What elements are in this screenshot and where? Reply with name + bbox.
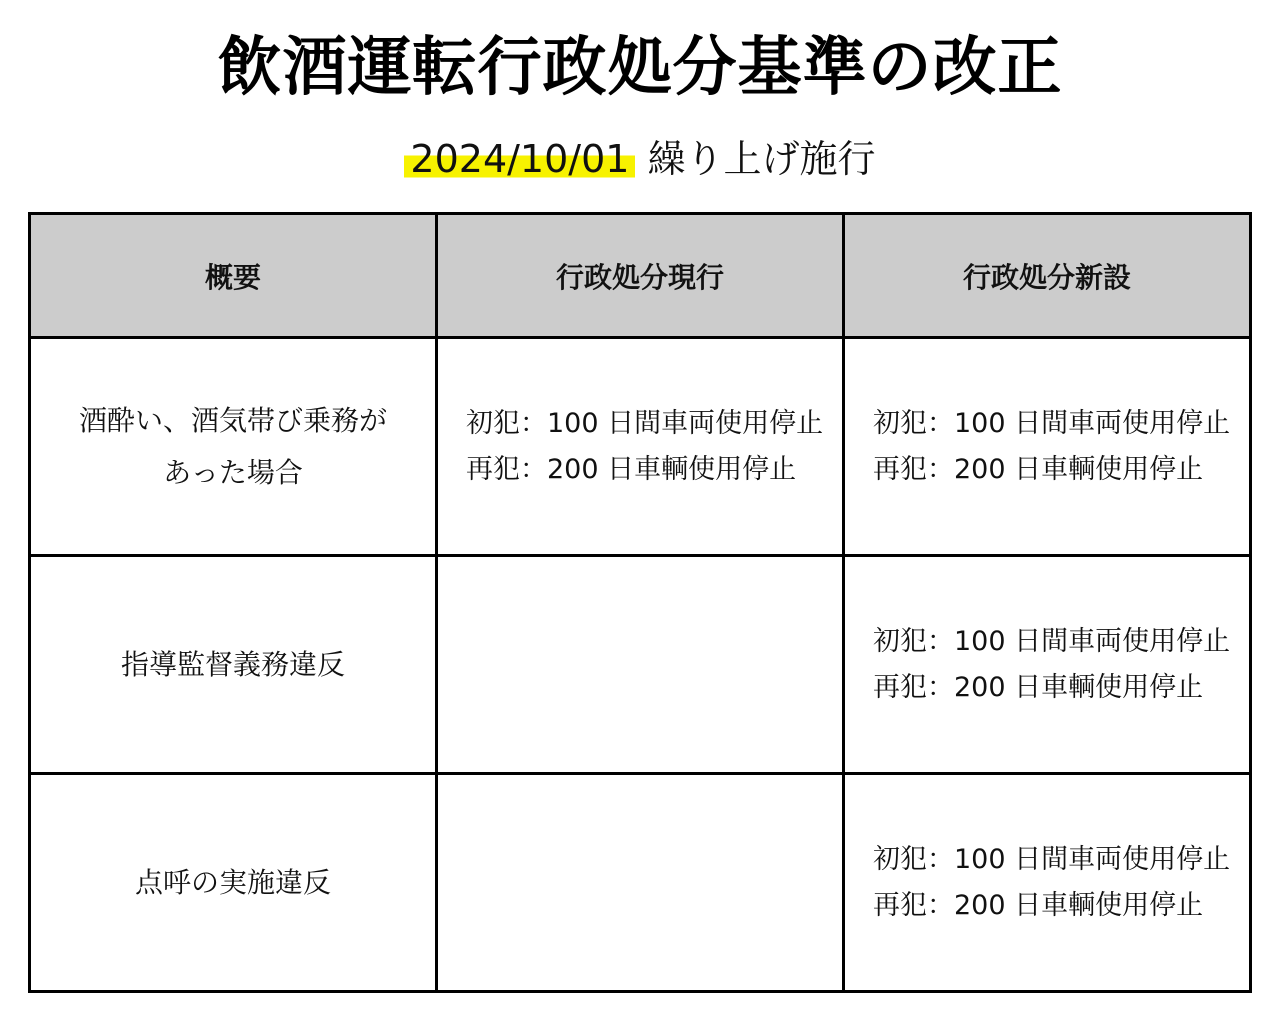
new-rule-cell: [844, 774, 1251, 992]
subtitle: [0, 134, 1280, 184]
table-row: [30, 774, 1251, 992]
new-rule-cell: [844, 556, 1251, 774]
header-current: 行政処分現行: [437, 214, 844, 338]
overview-cell: [30, 774, 437, 992]
repeat-offense: 再犯：200 日車輌使用停止: [873, 889, 1204, 921]
first-offense: 初犯：100 日間車両使用停止: [466, 407, 824, 439]
overview-text: 点呼の実施違反: [134, 865, 331, 899]
repeat-offense: 再犯：200 日車輌使用停止: [466, 453, 797, 485]
overview-cell: [30, 556, 437, 774]
subtitle-text: 繰り上げ施行: [647, 137, 876, 181]
overview-text: 指導監督義務違反: [120, 647, 345, 681]
repeat-offense: 再犯：200 日車輌使用停止: [873, 453, 1204, 485]
page-title: 飲酒運転行政処分基準の改正: [217, 31, 1063, 105]
overview-text: 酒酔い、酒気帯び乗務が あった場合: [78, 403, 387, 489]
current-rule-cell: [437, 338, 844, 556]
overview-cell: [30, 338, 437, 556]
table-row: [30, 556, 1251, 774]
header-overview: 概要: [30, 214, 437, 338]
first-offense: 初犯：100 日間車両使用停止: [873, 625, 1231, 657]
current-rule-cell: [437, 556, 844, 774]
rules-table: [28, 212, 1252, 993]
first-offense: 初犯：100 日間車両使用停止: [873, 843, 1231, 875]
table-header-row: [30, 214, 1251, 338]
rules-table-container: [28, 212, 1252, 990]
effective-date: 2024/10/01: [404, 137, 635, 181]
new-rule-cell: [844, 338, 1251, 556]
current-rule-cell: [437, 774, 844, 992]
first-offense: 初犯：100 日間車両使用停止: [873, 407, 1231, 439]
header-new: 行政処分新設: [844, 214, 1251, 338]
table-row: [30, 338, 1251, 556]
repeat-offense: 再犯：200 日車輌使用停止: [873, 671, 1204, 703]
